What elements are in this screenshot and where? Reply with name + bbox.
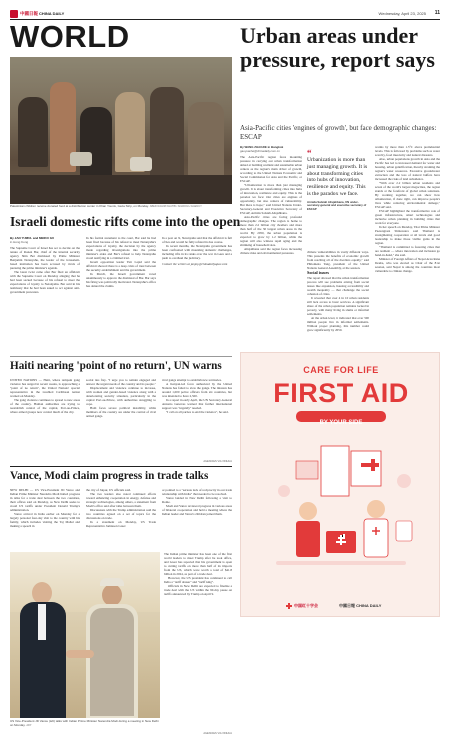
pull-quote-attribution: Armida Salsiah Alisjahbana, UN under-secretary-general and executive secretary of ESCAP: [307, 199, 367, 211]
vance-col-1: [10, 488, 80, 548]
asia-deck: Asia-Pacific cities 'engines of growth', but face demographic changes: ESCAP: [240, 124, 437, 141]
israel-paragraph: In his formal statement to the court, Bar said he had been fired because of his refusal to meet Netanyahu's expectations of loyalty, the decision by the agency made regarding investigations into the prime minister's aides and Bar's refusal to help Netanyahu avoid testifying in a criminal trial.: [86, 236, 156, 260]
asia-paragraph: ESCAP highlighted the transformative role of green infrastructure, smart technologies and inclusive urban planning in building cities that work for everyone.: [375, 209, 440, 225]
israel-contact: Contact the writers at janjoy@chinadailyapac.com: [162, 262, 228, 266]
vance-paragraph: NEW DELHI — US Vice-President JD Vance and Indian Prime Minister Narendra Modi hailed progress in talks for a trade deal between the two countries, their offices said on Monday, as New Delhi seeks to avoid US tariffs under President Donald Trump's administration.: [10, 488, 80, 512]
vance-paragraph: the city of Jaipur, US officials said.: [86, 488, 131, 492]
vance-col-4: [164, 552, 232, 730]
vance-col-2: [86, 488, 156, 548]
vance-paragraph: Vance landed in New Delhi following a visit to Rome.: [162, 496, 232, 504]
vance-paragraph: The two leaders also noted continued efforts toward enhancing cooperation in energy, defense and strategic technologies, among others, a statement from Modi's office said after talks between them.: [86, 492, 156, 508]
vance-paragraph: The Indian prime minister has been one of the first world leaders to meet Trump after he took office, and Greer has reported that his government is open to cutting tariffs on more than half of its imports from the US, which were worth a total of $41.8 billion in 2024, as part of a trade deal.: [164, 552, 232, 576]
israel-col-3: [162, 236, 232, 352]
pull-quote: Urbanization is more than just managing growth. It is about transforming cities into hubs of innovation, resilience and equity. This is the paradox we face.: [307, 157, 368, 197]
china-daily-logo: [10, 10, 18, 18]
subhead-social: Social issues: [307, 270, 329, 275]
israel-photo-caption: Palestinian children receive donated food at a distribution center in Khan Younis, Gaza Strip, on Monday. ABED RAHIM KHATIB / ANADOLU AGENCY: [10, 204, 202, 208]
vance-paragraph: or pointed to a "serious lack of reciprocity in our trade relationship with India" that needed to be resolved.: [162, 488, 232, 496]
haiti-paragraph: UNITED NATIONS — Haiti, where rampant gang violence has surged in recent weeks, is approaching a "point of no return", the United Nations' special representative in the troubled Caribbean nation warned on Monday.: [10, 378, 80, 398]
israel-headline: Israeli domestic rifts come into the open: [10, 214, 241, 229]
first-aid-ad: [240, 352, 440, 617]
asia-paragraph: The Asia-Pacific region faces mounting pressure in carrying out urban transformation aimed at building resilient and sustainable urban centers as the region's main driver of growth, according to the United Nations Economic and Social Commission for Asia and the Pacific, or ESCAP.: [240, 155, 302, 183]
israel-paragraph: In March, the Israeli government voted unanimously to approve the dismissal of Bar. Bar says his firing was politically motivated. Netanyahu's office has denied the claims.: [86, 272, 156, 288]
haiti-col-2: [86, 378, 156, 458]
ad-subtitle: BY YOUR SIDE: [296, 411, 386, 422]
asia-paragraph: climate vulnerabilities in vastly different ways. This presents the benefits of economic growth from reaching all of the dwellers equally," said Philomena Tang, president of the United Nations General Assembly, at the session.: [307, 250, 369, 270]
red-cross-logo: [286, 603, 292, 609]
pull-quote-block: [307, 150, 369, 211]
ad-footer-logo-1: 中国红十字会: [294, 603, 318, 608]
israel-paragraph: Israeli opposition leader Yair Lapid said the affidavit showed there is a deep crisis of trust between the security establishment and the government.: [86, 260, 156, 272]
israel-col-2: [86, 236, 156, 352]
vance-paragraph: Modi and Vance reviewed progress in various areas of bilateral cooperation and held a meeting where the Indian leader and Vance's children joined them.: [162, 504, 232, 516]
asia-paragraph: "With over 2.2 billion urban residents and seven of the world's largest megacities, the region stands at the forefront of global urban solutions. By working together, we can show how urbanization, if done right, can improve people's lives while reducing environmental damage," ESCAP said.: [375, 181, 440, 209]
israel-paragraph: The Supreme Court of Israel has set to decide on the tenure of Ronen Bar, chief of the internal security agency Shin Bet dismissed by Prime Minister Benjamin Netanyahu, the leader of the Jerusalem-based institution has been accused by rivals of pursuing the prime minister's agenda.: [10, 246, 80, 270]
haiti-paragraph: Haiti faces severe political instability, while members of the country are under the control of rival armed gangs.: [86, 406, 156, 418]
vance-paragraph: Officials in New Delhi are expected to finalize a trade deal with the US within the 90-day pause on tariffs announced by Trump on April 9.: [164, 584, 232, 596]
haiti-paragraph: rival gangs attempt to establish new territories.: [162, 378, 222, 382]
haiti-paragraph: In a report in early April, the UN Secretary-General Antonio Guterres warned that further international support was "urgently" needed.: [162, 398, 232, 410]
asia-paragraph: At the urban level, it indicated that over 500 million people live in informal settlements. Without proper planning, this number could grow significantly by 2050.: [307, 316, 369, 332]
asia-col-3: [375, 145, 440, 345]
haiti-paragraph: A Kenyan-led force authorized by the United Nations has failed to slow the gangs. The mission has around 1,000 police officers from six countries, but was intended to have 2,500.: [162, 382, 232, 398]
masthead: [10, 10, 440, 18]
asia-paragraph: It revealed that over 4 in 10 urban residents still lack access to basic services. A significant share of the urban population remains locked in poverty, with many living in slums or informal settlements.: [307, 296, 369, 316]
vance-paragraph: In a statement on Monday, US Trade Representative Jamieson Greer: [86, 520, 156, 528]
haiti-col-1: [10, 378, 80, 458]
vance-photo-caption: US Vice-President JD Vance (left) talks with Indian Prime Minister Narendra Modi during a meeting in New Delhi on Monday. AFP: [10, 719, 159, 727]
vance-paragraph: Vance arrived in India earlier on Monday for a largely personal four-day visit to the country with his family, which includes visiting the Taj Mahal and making a speech in: [10, 512, 80, 528]
ad-illustration: [256, 431, 426, 586]
logo-cn: 中國日報: [20, 10, 38, 16]
page-number: 11: [434, 10, 440, 17]
asia-headline: Urban areas under pressure, report says: [240, 23, 435, 72]
haiti-headline: Haiti nearing 'point of no return', UN warns: [10, 360, 222, 372]
haiti-paragraph: The gang violence continues to spread to new areas of the country. Haitian authorities are trying to reestablish control of the capital, Port-au-Prince, where armed groups now control much of the city.: [10, 398, 80, 414]
logo-text: CHINA DAILY: [39, 11, 65, 16]
asia-paragraph: Asia-Pacific cities are facing profound demographic changes. The region is home to more than 2.2 billion city dwellers and more than half of the 30 largest urban areas in the world. By 2050, the urban population is expected to grow by 1.2 billion, while the region will also witness rapid aging and the shrinking of household size.: [240, 215, 302, 247]
asia-col-2: [307, 250, 369, 345]
vance-paragraph: Discussions with the Trump administration said the two countries agreed on a set of topics for the discussions on trade.: [86, 508, 156, 520]
vance-headline: Vance, Modi claim progress in trade talks: [10, 470, 209, 482]
haiti-credit: AGENCIES VIA XINHUA: [203, 460, 232, 463]
ad-top-label: CARE FOR LIFE: [303, 365, 379, 375]
ad-footer-logo-2: 中國日報 CHINA DAILY: [339, 603, 382, 608]
quote-icon: “: [307, 148, 312, 158]
asia-paragraph: "Thailand is committed to fostering cities that are resilient — where innovation and inclusion go hand-in-hand," she said.: [375, 245, 440, 257]
israel-photo: [10, 57, 232, 204]
asia-paragraph: In her speech on Monday, Thai Prime Minister Paetongtarn Shinawatra said Thailand is strengthening cooperation at all levels and good leadership to make those visible gains in the region.: [375, 225, 440, 245]
asia-paragraph: Also, urban populations growth in Asia and the Pacific has led to increased demand for water and housing, urban gentrification, thereby straining the region's water resources. Excessive groundwater extraction and the loss of natural buffers have increased the risks of land subsidence.: [375, 157, 440, 181]
asia-col-1: By WANG ZHAOJIE in Bangkok gaoyuanfei@chinadaily.com.cn The Asia-Pacific region faces mounting pressure in carrying out urban transformation aimed at building resilient and sustainable urban centers as the region's main driver of growth, according to the United Nations Economic and Social Commission for Asia and the Pacific, or ESCAP. "Urbanization is more than just managing growth. It is about transforming cities into hubs of innovation, resilience and equity. This is the paradox we face: Our cities are engines of opportunity, but also centers of vulnerability. But there is hope," said United Nations Under-Secretary-General and Executive Secretary of ESCAP, Armida Salsiah Alisjahbana. Asia-Pacific cities are facing profound demographic changes. The region is home to more than 2.2 billion city dwellers and more than half of the 30 largest urban areas in the world. By 2050, the urban population is expected to grow by 1.2 billion, while the region will also witness rapid aging and the shrinking of household size. Alisjahbana said the region faces increasing climate risks and environmental pressures.: [240, 145, 302, 255]
haiti-col-3: [162, 378, 232, 458]
vance-credit: AGENCIES VIA XINHUA: [203, 732, 232, 735]
asia-paragraph: Minister of Foreign Affairs of Nepal Arzu Rana Deuba, who was elected as Chair of the 81st session, said Nepal is among the countries most vulnerable to climate change.: [375, 257, 440, 273]
haiti-paragraph: Displacement and violence continue to increase, with women and gender-based violence along with a deteriorating security situation, particularly in the capital Port-au-Prince, with authorities struggling to cope.: [86, 386, 156, 406]
section-title: WORLD: [10, 19, 130, 54]
asia-paragraph: "Urbanization is more than just managing growth. It is about transforming cities into hubs of innovation, resilience and equity. This is the paradox we face: Our cities are engines of opportunity, but also centers of vulnerability. But there is hope," said United Nations Under-Secretary-General and Executive Secretary of ESCAP, Armida Salsiah Alisjahbana.: [240, 183, 302, 215]
israel-paragraph: In recent months, the Netanyahu government has been confronted with mounting domestic challenges, including rifts in its ranks over the war in Gaza and a push to overhaul the judiciary.: [162, 244, 232, 260]
vance-paragraph: However, the US president has continued to call India a "tariff abuser" and "tariff king".: [164, 576, 232, 584]
vance-photo: [10, 552, 160, 718]
first-aid-illustration: [256, 431, 426, 586]
ad-footer: [241, 597, 440, 617]
israel-col-1: By JAN YUMUL and MEIKO GU in Hong Kong The Supreme Court of Israel has set to decide on the tenure of Ronen Bar, chief of the internal security agency Shin Bet dismissed by Prime Minister Benjamin Netanyahu, the leader of the Jerusalem-based institution has been accused by rivals of pursuing the prime minister's agenda. The latest twist came after Bar filed an affidavit with the Supreme Court on Monday alleging that he had been sacked because of his refusal to meet the expectations of loyalty to Netanyahu. Bar said in his testimony that he had been asked to act against anti-government protesters.: [10, 236, 80, 294]
asia-paragraph: The report showed that the urban transformation process will see problems arising from social issues like expansion, housing accessibility and wealth inequality — that challenge the social cohesion of cities.: [307, 276, 369, 296]
israel-paragraph: In a post on X, Netanyahu said that the affidavit is full of lies and would be fully refuted in due course.: [162, 236, 232, 244]
haiti-paragraph: social ties fray. "I urge you to remain engaged and answer the urgent needs of the country and its people.": [86, 378, 156, 386]
ad-title: FIRST AID: [273, 378, 409, 408]
vance-col-3: [162, 488, 232, 548]
asia-paragraph: warms by more than 1.5°C above preindustrial levels. This is followed by problems such as water scarcity, food insecurity and natural disasters.: [375, 145, 440, 157]
asia-paragraph: Alisjahbana said the region faces increasing climate risks and environmental pressures.: [240, 247, 302, 255]
masthead-date: Wednesday, April 23, 2025: [378, 11, 426, 16]
israel-paragraph: The latest twist came after Bar filed an affidavit with the Supreme Court on Monday alleging that he had been sacked because of his refusal to meet the expectations of loyalty to Netanyahu. Bar said in his testimony that he had been asked to act against anti-government protesters.: [10, 270, 80, 294]
haiti-paragraph: "I call on all parties to end the violence", he said.: [166, 410, 229, 414]
